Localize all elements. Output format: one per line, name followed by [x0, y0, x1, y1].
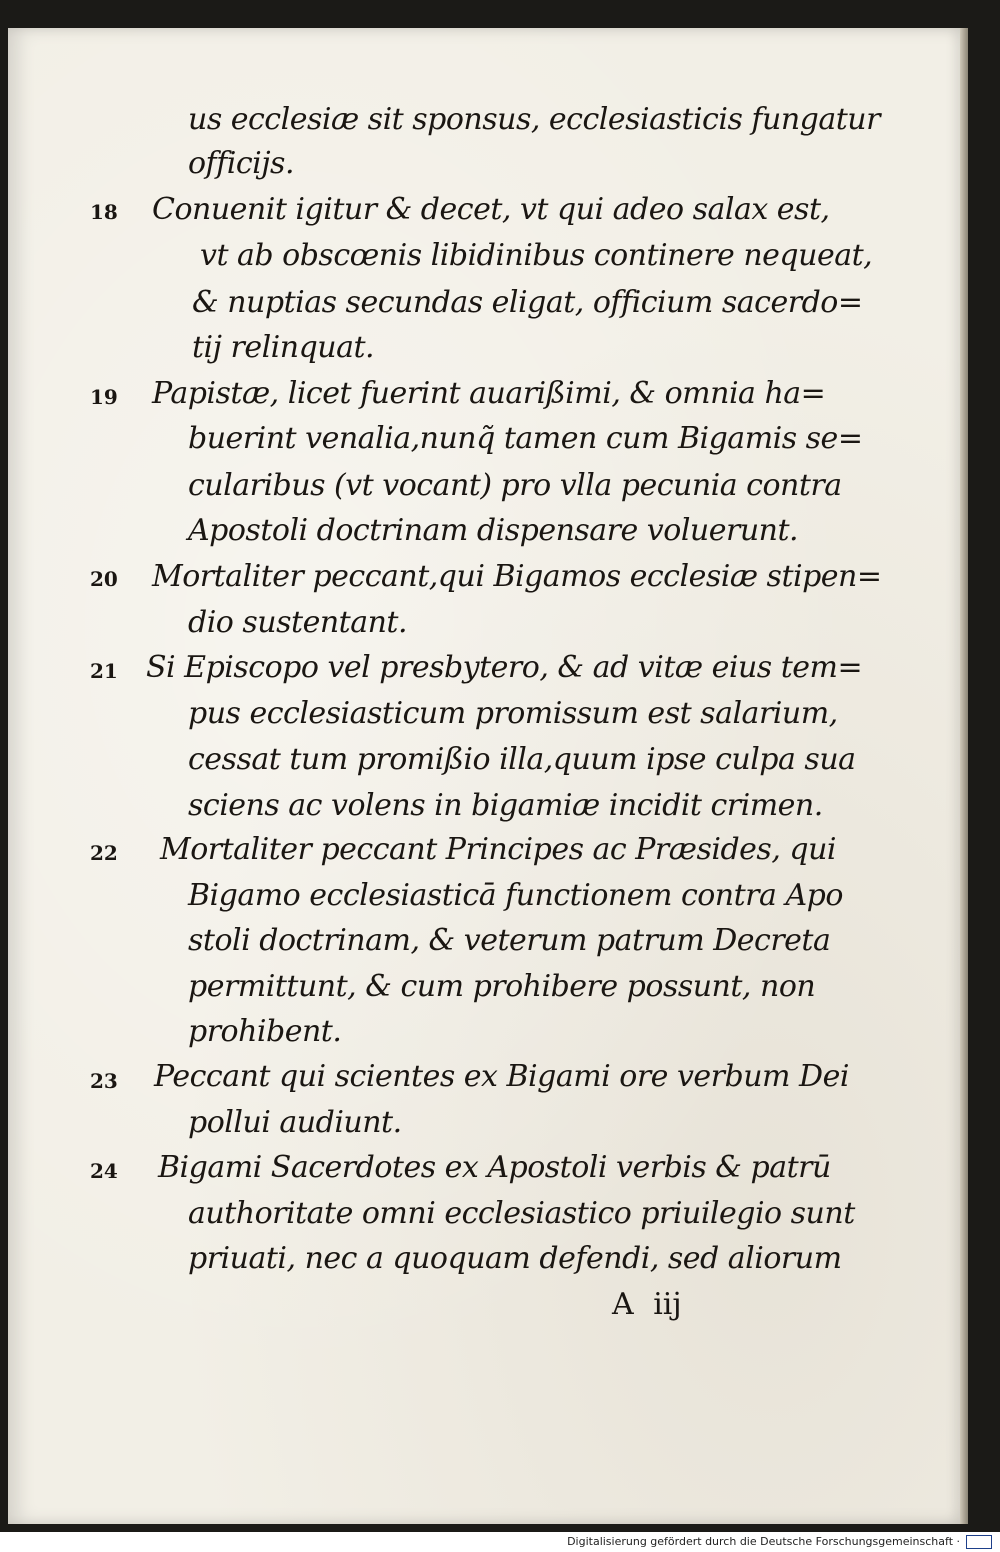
text-line: Bigami Sacerdotes ex Apostoli verbis & patrū	[158, 1150, 831, 1185]
text-line: sciens ac volens in bigamiæ incidit crimen.	[188, 788, 823, 823]
text-line: Bigamo ecclesiasticā functionem contra Apo	[188, 878, 843, 913]
text-line: Peccant qui scientes ex Bigami ore verbum Dei	[154, 1059, 849, 1094]
text-line: Mortaliter peccant,qui Bigamos ecclesiæ stipen=	[152, 559, 882, 594]
text-line: us ecclesiæ sit sponsus, ecclesiasticis fungatur	[188, 102, 880, 137]
text-line: & nuptias secundas eligat, officium sacerdo=	[192, 285, 863, 320]
item-number: 18	[90, 200, 118, 224]
item-number: 22	[90, 841, 118, 865]
text-line: Si Episcopo vel presbytero, & ad vitæ eius tem=	[146, 650, 863, 685]
text-line: cularibus (vt vocant) pro vlla pecunia contra	[188, 468, 842, 503]
item-number: 19	[90, 385, 118, 409]
text-line: pus ecclesiasticum promissum est salarium,	[188, 696, 838, 731]
item-number: 20	[90, 567, 118, 591]
item-number: 24	[90, 1159, 118, 1183]
text-line: prohibent.	[188, 1014, 342, 1049]
text-line: Conuenit igitur & decet, vt qui adeo salax est,	[152, 192, 830, 227]
text-line: pollui audiunt.	[188, 1105, 402, 1140]
text-line: Papistæ, licet fuerint auarißimi, & omnia ha=	[152, 376, 826, 411]
text-line: vt ab obscœnis libidinibus continere nequeat,	[200, 238, 873, 273]
text-line: authoritate omni ecclesiastico priuilegio sunt	[188, 1196, 855, 1231]
text-line: cessat tum promißio illa,quum ipse culpa sua	[188, 742, 856, 777]
text-line: stoli doctrinam, & veterum patrum Decreta	[188, 923, 831, 958]
text-line: tij relinquat.	[192, 330, 375, 365]
text-line: priuati, nec a quoquam defendi, sed aliorum	[188, 1241, 842, 1276]
item-number: 21	[90, 659, 118, 683]
text-line: Mortaliter peccant Principes ac Præsides, qui	[160, 832, 837, 867]
item-number: 23	[90, 1069, 118, 1093]
text-line: dio sustentant.	[188, 605, 407, 640]
text-line: buerint venalia,nunq̃ tamen cum Bigamis se=	[188, 421, 863, 456]
text-line: officijs.	[188, 146, 294, 181]
funding-credit: Digitalisierung gefördert durch die Deutsche Forschungsgemeinschaft ·	[567, 1535, 960, 1548]
signature-mark: A iij	[612, 1287, 682, 1322]
text-line: permittunt, & cum prohibere possunt, non	[188, 969, 816, 1004]
dfg-logo	[966, 1535, 992, 1549]
text-line: Apostoli doctrinam dispensare voluerunt.	[188, 513, 799, 548]
